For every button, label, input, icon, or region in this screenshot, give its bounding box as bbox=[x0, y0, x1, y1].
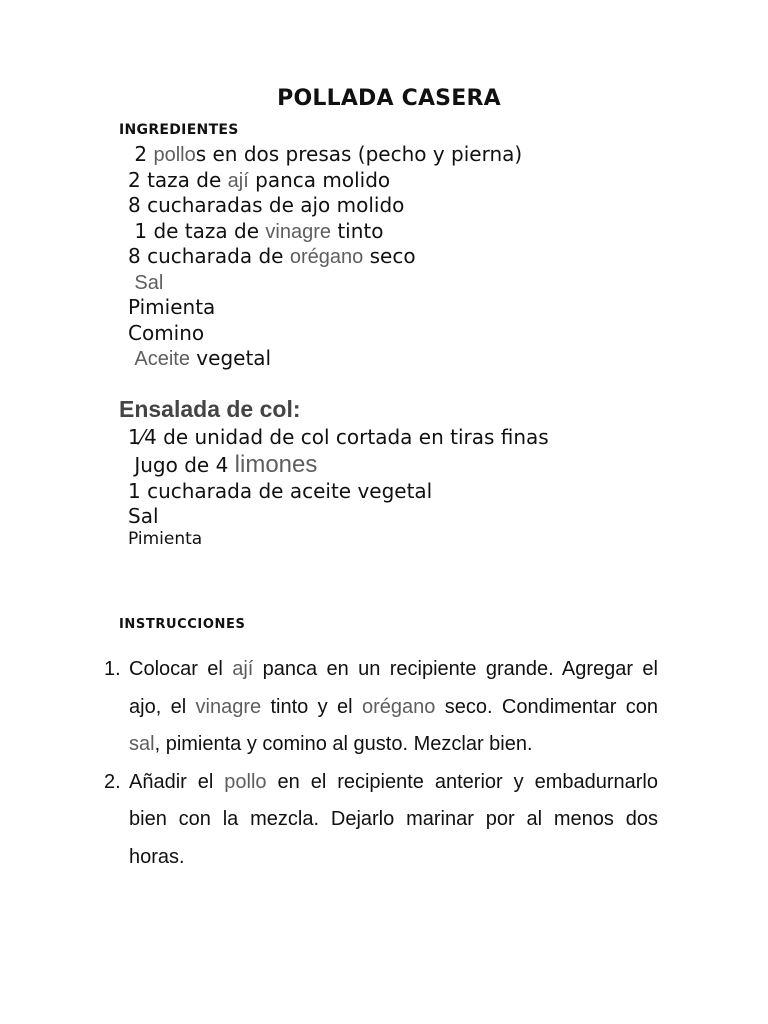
item-text: 2 bbox=[128, 142, 154, 166]
instructions-list bbox=[100, 651, 658, 876]
list-item bbox=[108, 529, 549, 553]
list-item bbox=[108, 244, 522, 270]
step-highlight: vinagre bbox=[195, 695, 262, 718]
item-text: Sal bbox=[128, 504, 159, 528]
item-highlight: ají bbox=[227, 169, 249, 192]
item-text: 1 cucharada de aceite vegetal bbox=[128, 479, 433, 503]
ingredients-heading: INGREDIENTES bbox=[119, 122, 239, 138]
list-item bbox=[108, 479, 549, 504]
list-item bbox=[108, 425, 549, 451]
item-text: Pimienta bbox=[128, 529, 203, 549]
item-text: 1⁄4 de unidad de col cortada en tiras finas bbox=[128, 425, 549, 449]
item-highlight: limones bbox=[234, 451, 318, 478]
item-highlight: Sal bbox=[134, 271, 164, 294]
step-text: en el recipiente anterior y embadurnarlo bien con la mezcla. Dejarlo marinar por al menos dos horas. bbox=[129, 770, 658, 868]
item-text: tinto bbox=[330, 218, 384, 243]
step-text: tinto y el bbox=[261, 695, 362, 718]
list-item bbox=[108, 168, 522, 194]
step-highlight: ají bbox=[232, 658, 254, 680]
list-item bbox=[108, 270, 522, 296]
ingredients-list bbox=[108, 142, 522, 372]
step-text: seco. Condimentar con bbox=[435, 695, 658, 718]
step-number: 1. bbox=[104, 658, 121, 680]
list-item bbox=[108, 504, 549, 529]
item-text: panca molido bbox=[248, 167, 391, 192]
item-text: Pimienta bbox=[128, 295, 216, 319]
item-text: seco bbox=[363, 244, 416, 268]
item-text: 8 cucharada de bbox=[128, 244, 290, 268]
step-text: , pimienta y comino al gusto. Mezclar bien. bbox=[154, 733, 533, 755]
salad-heading: Ensalada de col: bbox=[119, 396, 301, 422]
list-item bbox=[108, 295, 522, 321]
item-text: 1 de taza de bbox=[128, 218, 266, 243]
page-title: POLLADA CASERA bbox=[277, 86, 501, 111]
step-text: Colocar el bbox=[129, 658, 233, 680]
step-highlight: sal bbox=[129, 733, 155, 755]
list-item bbox=[108, 219, 522, 245]
list-item bbox=[108, 346, 522, 372]
list-item bbox=[108, 321, 522, 347]
instructions-heading: INSTRUCCIONES bbox=[119, 617, 246, 632]
salad-list bbox=[108, 425, 549, 553]
step-text: Añadir el bbox=[129, 770, 225, 793]
list-item bbox=[108, 193, 522, 219]
item-text: s en dos presas (pecho y pierna) bbox=[195, 142, 523, 166]
step-number: 2. bbox=[104, 770, 121, 793]
item-highlight: orégano bbox=[289, 246, 364, 268]
item-text: 2 taza de bbox=[128, 167, 228, 192]
instruction-step bbox=[100, 764, 658, 877]
item-highlight: vinagre bbox=[265, 220, 331, 243]
item-text: Jugo de 4 bbox=[128, 453, 235, 477]
step-highlight: orégano bbox=[361, 695, 436, 718]
list-item bbox=[108, 451, 549, 479]
item-text: vegetal bbox=[189, 346, 272, 370]
item-text: Comino bbox=[128, 320, 205, 345]
step-highlight: pollo bbox=[224, 770, 267, 793]
item-highlight: Aceite bbox=[134, 348, 190, 370]
instruction-step bbox=[100, 651, 658, 764]
item-text: 8 cucharadas de ajo molido bbox=[128, 193, 405, 217]
list-item bbox=[108, 142, 522, 168]
item-highlight: pollo bbox=[153, 144, 196, 166]
step-text: panca en un recipiente grande. Agregar el ajo, el bbox=[129, 658, 658, 718]
